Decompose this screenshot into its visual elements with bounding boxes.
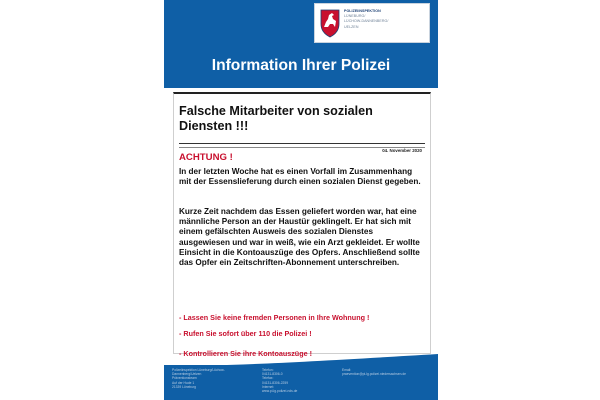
- logo-line: UELZEN: [344, 24, 359, 29]
- warning-check-statements: - Kontrollieren Sie ihre Kontoauszüge !: [179, 349, 312, 358]
- logo-line: POLIZEIINSPEKTION: [344, 9, 381, 13]
- lower-saxony-horse-crest-icon: [319, 8, 341, 38]
- paragraph-details: Kurze Zeit nachdem das Essen geliefert worden war, hat eine männliche Person an der Haustür geklingelt. Er hat sich mit einem gefälschten Ausweis des sozialen Dienstes ausgewiesen und war in weiß, wie ein Arzt gekleidet. Er wollte Einsicht in die Kontoauszüge des Opfers. Anschließend sollte das Opfer ein Zeitschriften-Abonnement unterschreiben.: [179, 207, 420, 268]
- footer-bar: [164, 365, 438, 400]
- logo-line: LÜCHOW-DANNENBERG/: [344, 19, 389, 24]
- date-divider: [179, 147, 425, 148]
- warning-call-110: - Rufen Sie sofort über 110 die Polizei !: [179, 329, 312, 338]
- article-title: Falsche Mitarbeiter von sozialen Diensten !!!: [179, 104, 373, 133]
- title-divider: [179, 143, 425, 144]
- page-headline: Information Ihrer Polizei: [211, 57, 391, 74]
- footer-phone: Telefon: 04131-8306-0 Telefax: 04131-8306-2259 Internet: www.pi-lg.polizei-nds.de: [262, 368, 298, 394]
- police-logo: [314, 3, 430, 43]
- footer-address: Polizeiinspektion Lüneburg/Lüchow- Dannenberg/Uelzen Präventionsteam Auf der Hude 1 21339 Lüneburg: [172, 368, 225, 389]
- logo-line: LÜNEBURG/: [344, 14, 366, 19]
- warning-no-strangers: - Lassen Sie keine fremden Personen in Ihre Wohnung !: [179, 313, 370, 322]
- flyer-sheet: [164, 0, 438, 400]
- logo-text: [344, 9, 428, 30]
- paragraph-incident: In der letzten Woche hat es einen Vorfall im Zusammenhang mit der Essenslieferung durch einen sozialen Dienst gegeben.: [179, 167, 421, 187]
- article-date: 04. November 2020: [382, 148, 422, 153]
- article-box: [173, 92, 431, 358]
- header-banner: [164, 0, 438, 88]
- alert-heading: ACHTUNG !: [179, 152, 233, 163]
- footer-email: Email: praevention@pi-lg.polizei.niedersachsen.de: [342, 368, 407, 377]
